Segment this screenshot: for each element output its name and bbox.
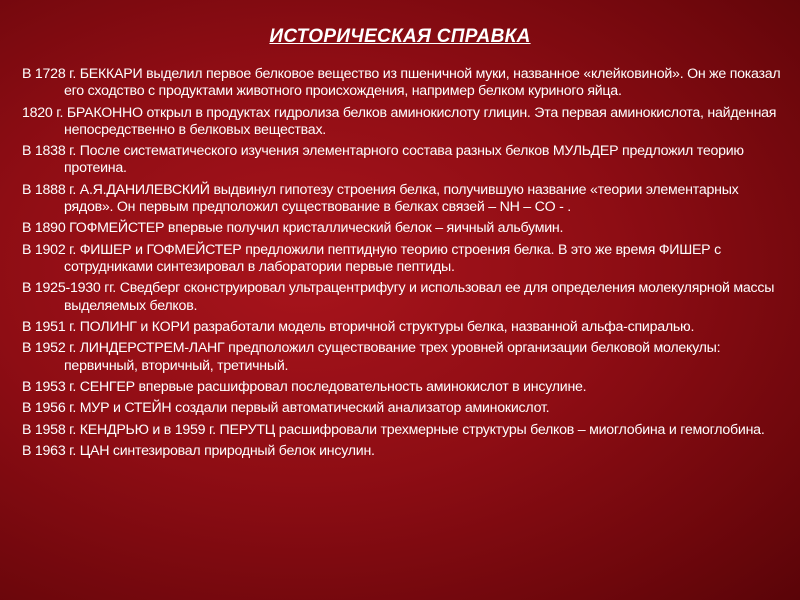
history-entry: В 1958 г. КЕНДРЬЮ и в 1959 г. ПЕРУТЦ расшифровали трехмерные структуры белков – миоглобина и гемоглобина. — [22, 421, 765, 438]
history-entry: В 1728 г. БЕККАРИ выделил первое белковое вещество из пшеничной муки, названное «клейковиной». Он же показал его сходство с продуктами животного происхождения, например белком куриного яйца. — [22, 66, 781, 100]
history-entry: В 1888 г. А.Я.ДАНИЛЕВСКИЙ выдвинул гипотезу строения белка, получившую название «теории элементарных рядов». Он первым предположил существование в белках связей – NH – CO - . — [22, 181, 739, 215]
history-entry: В 1953 г. СЕНГЕР впервые расшифровал последовательность аминокислот в инсулине. — [22, 378, 587, 395]
history-entry: В 1952 г. ЛИНДЕРСТРЕМ-ЛАНГ предположил существование трех уровней организации белковой молекулы: первичный, вторичный, третичный. — [22, 340, 721, 374]
history-entry: В 1925-1930 гг. Сведберг сконструировал ультрацентрифугу и использовал ее для определения молекулярной массы выделяемых белков. — [22, 280, 775, 314]
history-entry: 1820 г. БРАКОННО открыл в продуктах гидролиза белков аминокислоту глицин. Эта первая аминокислота, найденная непосредственно в белковых веществах. — [22, 104, 777, 138]
history-entry: В 1890 ГОФМЕЙСТЕР впервые получил кристаллический белок – яичный альбумин. — [22, 220, 564, 237]
history-list — [22, 66, 782, 465]
history-entry: В 1902 г. ФИШЕР и ГОФМЕЙСТЕР предложили пептидную теорию строения белка. В это же время ФИШЕР с сотрудниками синтезировал в лаборатории первые пептиды. — [22, 241, 721, 275]
history-entry: В 1963 г. ЦАН синтезировал природный белок инсулин. — [22, 443, 375, 460]
history-entry: В 1838 г. После систематического изучения элементарного состава разных белков МУЛЬДЕР предложил теорию протеина. — [22, 143, 744, 177]
slide-title: ИСТОРИЧЕСКАЯ СПРАВКА — [269, 26, 531, 47]
history-entry: В 1951 г. ПОЛИНГ и КОРИ разработали модель вторичной структуры белка, названной альфа-спиралью. — [22, 318, 695, 335]
history-entry: В 1956 г. МУР и СТЕЙН создали первый автоматический анализатор аминокислот. — [22, 400, 550, 417]
